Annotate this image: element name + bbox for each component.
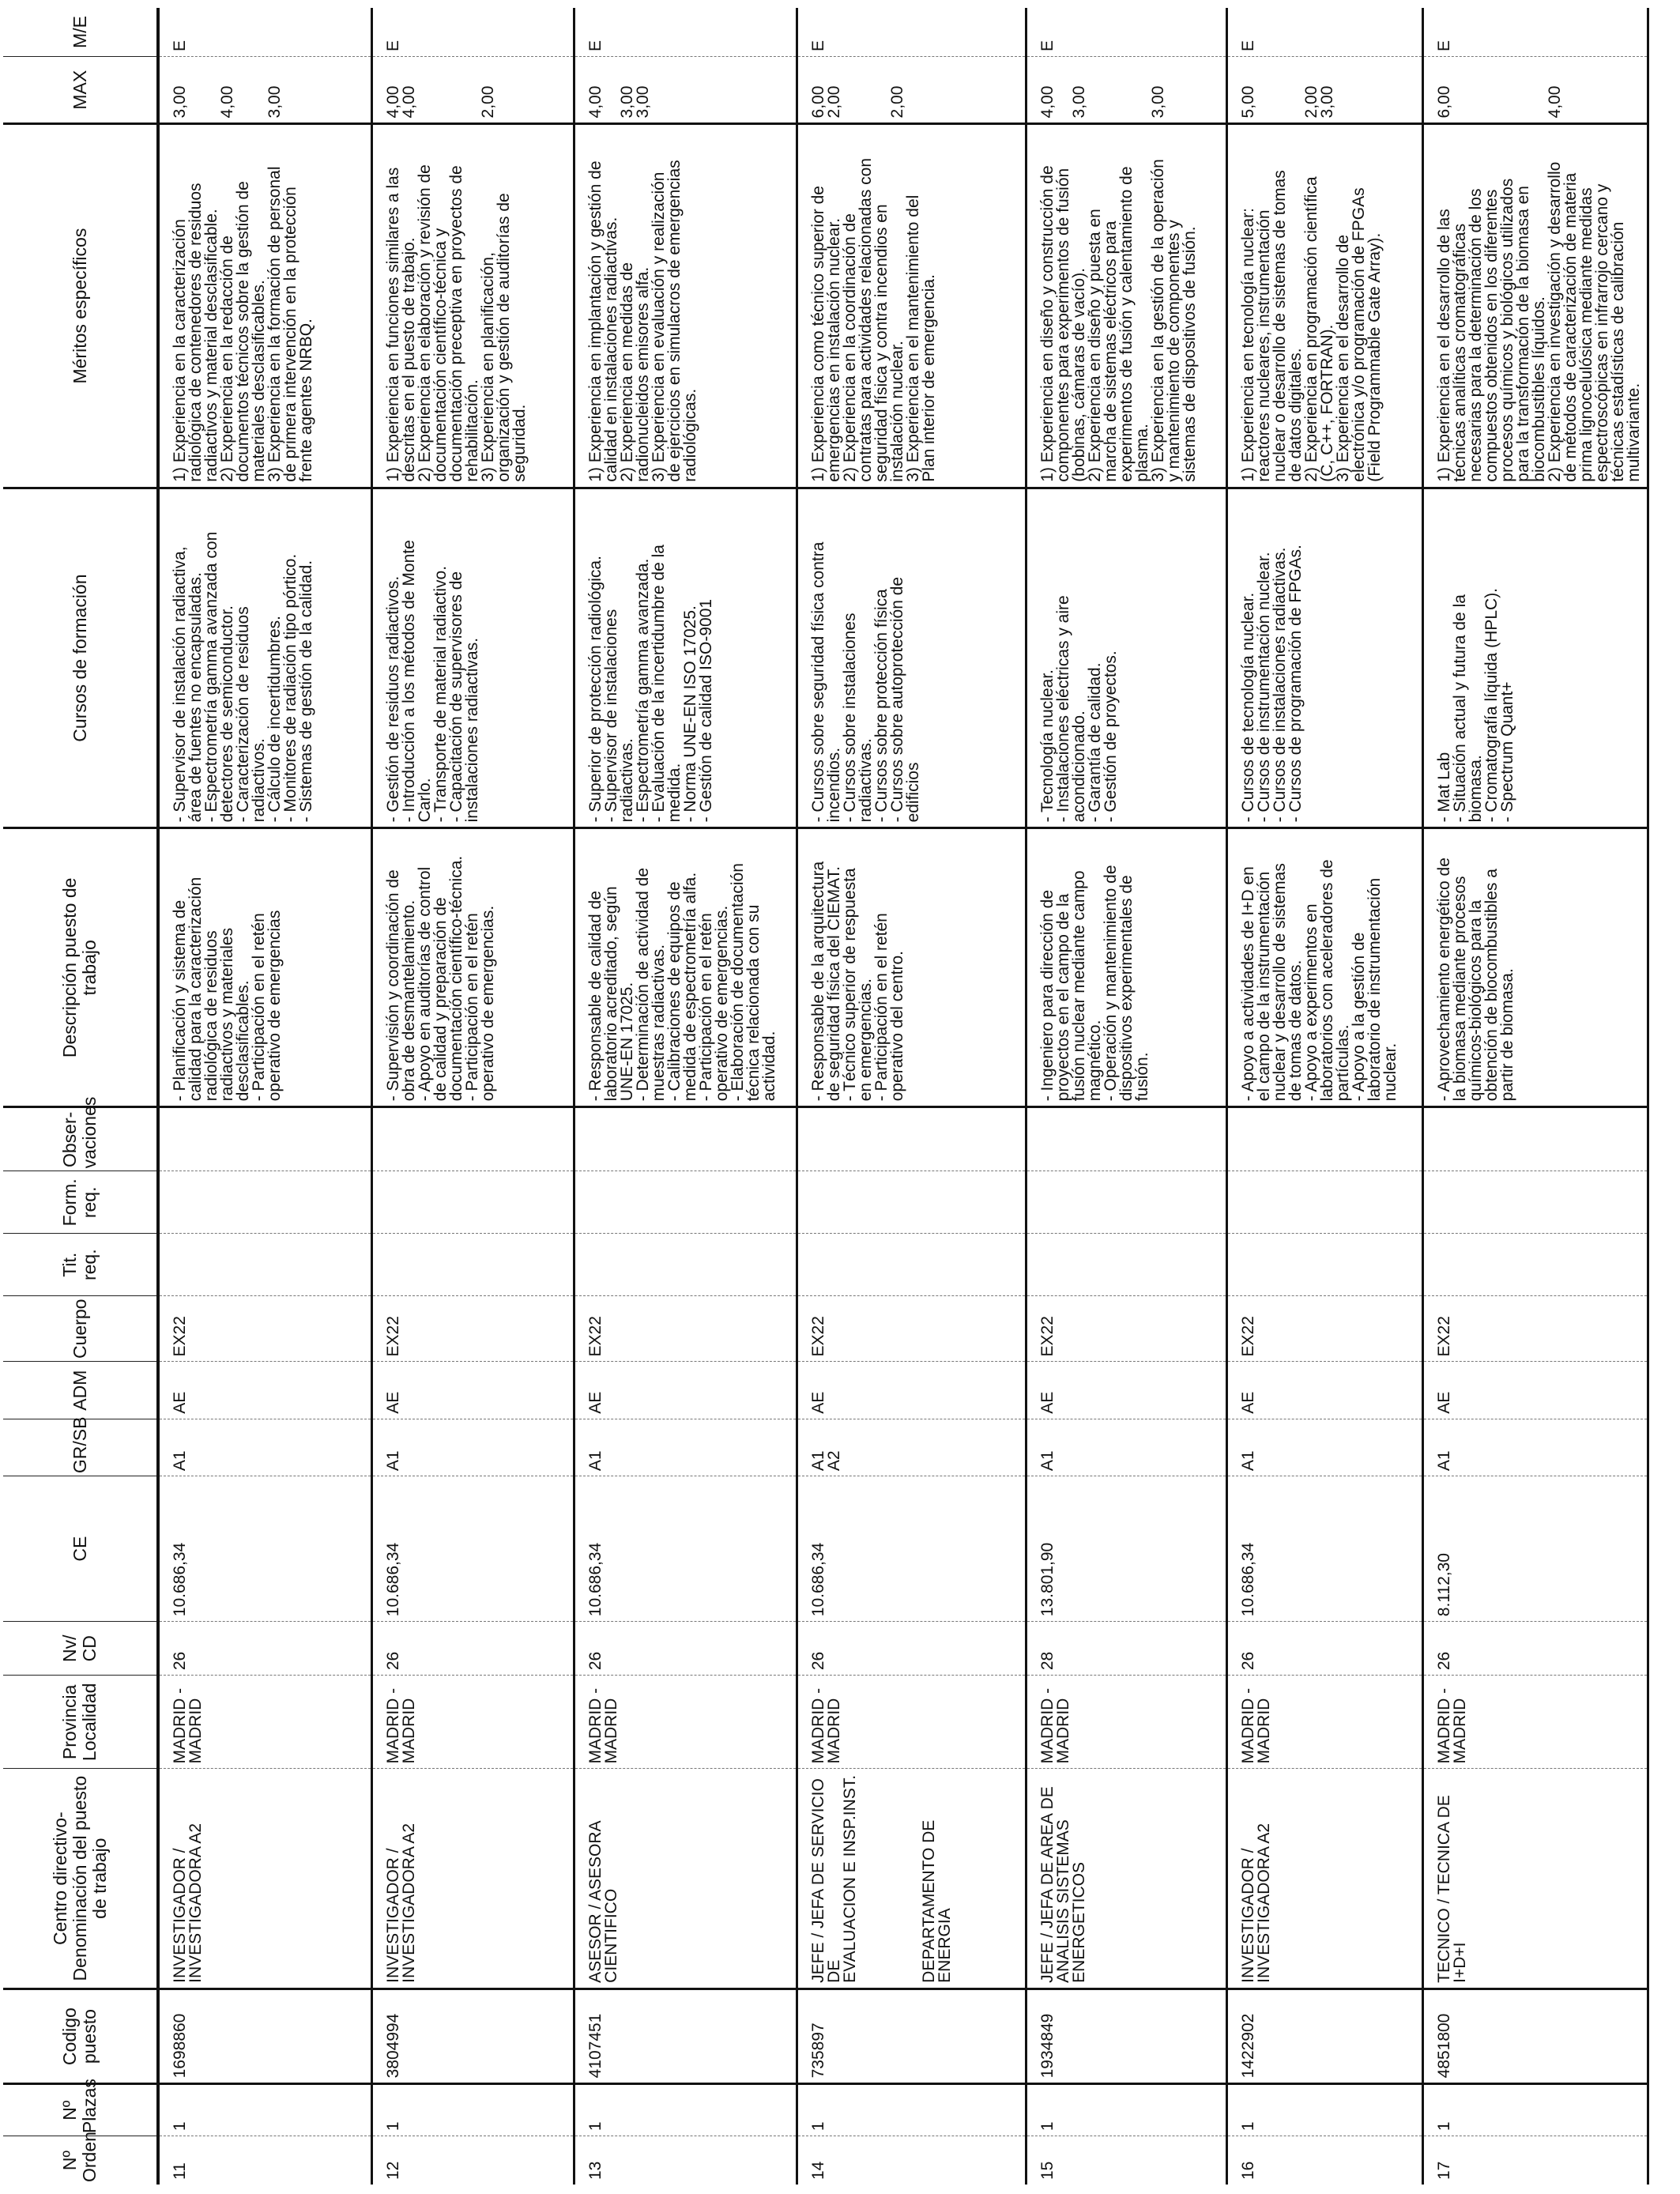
cell-plazas: 1 — [574, 2084, 797, 2136]
cell-max: 5,00 2,00 3,00 — [1226, 57, 1422, 124]
table-row — [1422, 8, 1648, 2185]
cell-formacion-req — [574, 1171, 797, 1234]
cell-max: 4,00 3,00 3,00 — [574, 57, 797, 124]
cell-descripcion: - Supervisión y coordinación de obra de desmantelamiento. - Apoyo en auditorías de control de calidad y preparación de documentación científico-técnica. - Participación en el retén operativo de emergencias. — [371, 828, 574, 1107]
cell-descripcion: - Ingeniero para dirección de proyectos en el campo de la fusión nuclear mediante campo magnético. - Operación y mantenimiento de dispositivos experimentales de fusión. — [1026, 828, 1226, 1107]
cell-adm: AE — [158, 1362, 371, 1419]
table-row — [1026, 8, 1226, 2185]
header-ce: CE — [3, 1476, 158, 1622]
cell-centro: JEFE / JEFA DE SERVICIO DE EVALUACION E INSP.INST. DEPARTAMENTO DE ENERGIA — [797, 1769, 1026, 1989]
cell-adm: AE — [797, 1362, 1026, 1419]
cell-cuerpo: EX22 — [797, 1296, 1026, 1362]
header-provincia: Provincia Localidad — [3, 1676, 158, 1769]
cell-descripcion: - Planificación y sistema de calidad para la caracterización radiológica de residuos radiactivos y materiales desclasificables. - Participación en el retén operativo de emergencias — [158, 828, 371, 1107]
cell-codigo: 735897 — [797, 1989, 1026, 2084]
cell-max: 6,00 4,00 — [1422, 57, 1648, 124]
cell-meritos: 1) Experiencia en tecnología nuclear: reactores nucleares, instrumentación nuclear o desarrollo de sistemas de tomas de datos digitales. 2) Experiencia en programación científica (C, C++, FORTRAN). 3) Experiencia en el desarrollo de electrónica y/o programación de FPGAs (Field Programmable Gate Array). — [1226, 124, 1422, 488]
cell-adm: AE — [574, 1362, 797, 1419]
cell-centro: INVESTIGADOR / INVESTIGADORA A2 — [158, 1769, 371, 1989]
table-body — [158, 8, 1648, 2185]
cell-titulacion — [1026, 1234, 1226, 1296]
cell-formacion-req — [1026, 1171, 1226, 1234]
cell-centro: ASESOR / ASESORA CIENTIFICO — [574, 1769, 797, 1989]
cell-nivel: 26 — [158, 1622, 371, 1676]
cell-ce: 10.686,34 — [371, 1476, 574, 1622]
cell-descripcion: - Apoyo a actividades de I+D en el campo de la instrumentación nuclear y desarrollo de sistemas de tomas de datos. - Apoyo a experimentos en laboratorios con aceleradores de partículas. - Apoyo a la gestión de laboratorio de instrumentación nuclear. — [1226, 828, 1422, 1107]
cell-descripcion: - Responsable de calidad de laboratorio acreditado, según UNE-EN 17025. - Determinación de actividad de muestras radiactivas. - Calibraciones de equipos de medida de espectrometría alfa. - Participación en el retén operativo de emergencias. - Elaboración de documentación técnica relacionada con su actividad. — [574, 828, 797, 1107]
cell-max: 4,00 3,00 3,00 — [1026, 57, 1226, 124]
cell-codigo: 4851800 — [1422, 1989, 1648, 2084]
cell-me: E — [574, 8, 797, 57]
cell-nivel: 26 — [1226, 1622, 1422, 1676]
cell-cursos: - Cursos de tecnología nuclear. - Cursos de instrumentación nuclear. - Cursos de instalaciones radiactivas. - Cursos de programación de FPGAs. — [1226, 488, 1422, 828]
cell-me: E — [1226, 8, 1422, 57]
cell-formacion-req — [797, 1171, 1026, 1234]
cell-centro: INVESTIGADOR / INVESTIGADORA A2 — [1226, 1769, 1422, 1989]
cell-grupo: A1 — [1026, 1419, 1226, 1476]
table-row — [797, 8, 1026, 2185]
cell-max: 4,00 4,00 2,00 — [371, 57, 574, 124]
cell-provincia: MADRID - MADRID — [1026, 1676, 1226, 1769]
cell-orden: 15 — [1026, 2136, 1226, 2185]
cell-me: E — [158, 8, 371, 57]
cell-meritos: 1) Experiencia en funciones similares a las descritas en el puesto de trabajo. 2) Experiencia en elaboración y revisión de documentación científico-técnica y documentación preceptiva en proyectos de rehabilitación. 3) Experiencia en planificación, organización y gestión de auditorías de seguridad. — [371, 124, 574, 488]
cell-plazas: 1 — [158, 2084, 371, 2136]
cell-observaciones — [574, 1107, 797, 1171]
cell-plazas: 1 — [1026, 2084, 1226, 2136]
header-me: M/E — [3, 8, 158, 57]
cell-orden: 16 — [1226, 2136, 1422, 2185]
header-cuerpo: Cuerpo — [3, 1296, 158, 1362]
cell-codigo: 4107451 — [574, 1989, 797, 2084]
cell-observaciones — [371, 1107, 574, 1171]
cell-orden: 12 — [371, 2136, 574, 2185]
cell-me: E — [371, 8, 574, 57]
cell-centro: JEFE / JEFA DE AREA DE ANALISIS SISTEMAS ENERGETICOS — [1026, 1769, 1226, 1989]
cell-ce: 8.112,30 — [1422, 1476, 1648, 1622]
cell-nivel: 26 — [1422, 1622, 1648, 1676]
cell-observaciones — [1026, 1107, 1226, 1171]
cell-cursos: - Cursos sobre seguridad física contra incendios. - Cursos sobre instalaciones radiactivas. - Cursos sobre protección física - Cursos sobre autoprotección de edificios — [797, 488, 1026, 828]
cell-orden: 14 — [797, 2136, 1026, 2185]
cell-cursos: - Supervisor de instalación radiactiva, área de fuentes no encapsuladas. - Espectrometría gamma avanzada con detectores de semiconductor. - Caracterización de residuos radiactivos. - Cálculo de incertidumbres. - Monitores de radiación tipo pórtico. - Sistemas de gestión de la calidad. — [158, 488, 371, 828]
cell-observaciones — [1226, 1107, 1422, 1171]
table-row — [371, 8, 574, 2185]
header-plazas: Nº Plazas — [3, 2084, 158, 2136]
cell-adm: AE — [371, 1362, 574, 1419]
cell-nivel: 26 — [371, 1622, 574, 1676]
cell-titulacion — [371, 1234, 574, 1296]
cell-formacion-req — [158, 1171, 371, 1234]
cell-cuerpo: EX22 — [574, 1296, 797, 1362]
cell-plazas: 1 — [1226, 2084, 1422, 2136]
table-row — [574, 8, 797, 2185]
cell-cursos: - Tecnología nuclear. - Instalaciones eléctricas y aire acondicionado. - Garantía de calidad. - Gestión de proyectos. — [1026, 488, 1226, 828]
cell-formacion-req — [1226, 1171, 1422, 1234]
header-observaciones: Obser- vaciones — [3, 1107, 158, 1171]
cell-cuerpo: EX22 — [1422, 1296, 1648, 1362]
cell-grupo: A1 — [371, 1419, 574, 1476]
cell-nivel: 26 — [797, 1622, 1026, 1676]
cell-centro: INVESTIGADOR / INVESTIGADORA A2 — [371, 1769, 574, 1989]
header-formacion-req: Form. req. — [3, 1171, 158, 1234]
cell-provincia: MADRID - MADRID — [574, 1676, 797, 1769]
cell-codigo: 1698860 — [158, 1989, 371, 2084]
cell-ce: 10.686,34 — [1226, 1476, 1422, 1622]
cell-orden: 13 — [574, 2136, 797, 2185]
cell-orden: 11 — [158, 2136, 371, 2185]
cell-grupo: A1 — [1226, 1419, 1422, 1476]
cell-adm: AE — [1026, 1362, 1226, 1419]
header-orden: Nº Orden — [3, 2136, 158, 2185]
cell-cuerpo: EX22 — [1226, 1296, 1422, 1362]
cell-cursos: - Superior de protección radiológica. - Supervisor de instalaciones radiactivas. - Espectrometría gamma avanzada. - Evaluación de la incertidumbre de la medida. - Norma UNE-EN ISO 17025. - Gestión de calidad ISO-9001 — [574, 488, 797, 828]
header-adm: ADM — [3, 1362, 158, 1419]
header-meritos: Méritos específicos — [3, 124, 158, 488]
header-grupo: GR/SB — [3, 1419, 158, 1476]
cell-titulacion — [1226, 1234, 1422, 1296]
cell-observaciones — [1422, 1107, 1648, 1171]
cell-titulacion — [1422, 1234, 1648, 1296]
cell-ce: 10.686,34 — [797, 1476, 1026, 1622]
cell-grupo: A1 A2 — [797, 1419, 1026, 1476]
table-row — [1226, 8, 1422, 2185]
cell-formacion-req — [371, 1171, 574, 1234]
cell-adm: AE — [1226, 1362, 1422, 1419]
cell-descripcion: - Responsable de la arquitectura de seguridad física del CIEMAT. - Técnico superior de respuesta en emergencias. - Participación en el retén operativo del centro. — [797, 828, 1026, 1107]
cell-grupo: A1 — [158, 1419, 371, 1476]
header-max: MAX — [3, 57, 158, 124]
cell-max: 6,00 2,00 2,00 — [797, 57, 1026, 124]
cell-codigo: 3804994 — [371, 1989, 574, 2084]
cell-codigo: 1934849 — [1026, 1989, 1226, 2084]
cell-observaciones — [158, 1107, 371, 1171]
cell-nivel: 28 — [1026, 1622, 1226, 1676]
cell-plazas: 1 — [371, 2084, 574, 2136]
cell-ce: 10.686,34 — [574, 1476, 797, 1622]
cell-me: E — [797, 8, 1026, 57]
cell-codigo: 1422902 — [1226, 1989, 1422, 2084]
cell-provincia: MADRID - MADRID — [371, 1676, 574, 1769]
header-cursos: Cursos de formación — [3, 488, 158, 828]
cell-meritos: 1) Experiencia en el desarrollo de las técnicas analíticas cromatográficas necesarias para la determinación de los compuestos obtenidos en los diferentes procesos químicos y biológicos utilizados para la transformación de la biomasa en biocombustibles líquidos. 2) Experiencia en investigación y desarrollo de métodos de caracterización de materia prima lignocelulósica mediante medidas espectroscópicas en infrarrojo cercano y técnicas estadísticas de calibración multivariante. — [1422, 124, 1648, 488]
header-titulacion: Tit. req. — [3, 1234, 158, 1296]
cell-grupo: A1 — [1422, 1419, 1648, 1476]
cell-nivel: 26 — [574, 1622, 797, 1676]
table-row — [158, 8, 371, 2185]
cell-titulacion — [797, 1234, 1026, 1296]
cell-provincia: MADRID - MADRID — [1226, 1676, 1422, 1769]
job-positions-table — [3, 8, 1649, 2185]
header-descripcion: Descripción puesto de trabajo — [3, 828, 158, 1107]
cell-meritos: 1) Experiencia como técnico superior de emergencias en instalación nuclear. 2) Experiencia en la coordinación de contratas para actividades relacionadas con seguridad física y contra incendios en instalación nuclear. 3) Experiencia en el mantenimiento del Plan interior de emergencia. — [797, 124, 1026, 488]
cell-max: 3,00 4,00 3,00 — [158, 57, 371, 124]
cell-meritos: 1) Experiencia en la caracterización radiológica de contenedores de residuos radiactivos y material desclasificable. 2) Experiencia en la redacción de documentos técnicos sobre la gestión de materiales desclasificables. 3) Experiencia en la formación de personal de primera intervención en la protección frente agentes NRBQ. — [158, 124, 371, 488]
cell-observaciones — [797, 1107, 1026, 1171]
cell-adm: AE — [1422, 1362, 1648, 1419]
cell-cuerpo: EX22 — [158, 1296, 371, 1362]
cell-provincia: MADRID - MADRID — [158, 1676, 371, 1769]
cell-formacion-req — [1422, 1171, 1648, 1234]
cell-me: E — [1026, 8, 1226, 57]
cell-plazas: 1 — [797, 2084, 1026, 2136]
header-centro: Centro directivo- Denominación del puesto de trabajo — [3, 1769, 158, 1989]
cell-titulacion — [158, 1234, 371, 1296]
cell-me: E — [1422, 8, 1648, 57]
cell-ce: 10.686,34 — [158, 1476, 371, 1622]
cell-cuerpo: EX22 — [371, 1296, 574, 1362]
cell-provincia: MADRID - MADRID — [1422, 1676, 1648, 1769]
cell-plazas: 1 — [1422, 2084, 1648, 2136]
cell-meritos: 1) Experiencia en diseño y construcción de componentes para experimentos de fusión (bobinas, cámaras de vacío). 2) Experiencia en diseño y puesta en marcha de sistemas eléctricos para experimentos de fusión y calentamiento de plasma. 3) Experiencia en la gestión de la operación y mantenimiento de componentes y sistemas de dispositivos de fusión. — [1026, 124, 1226, 488]
cell-centro: TECNICO / TECNICA DE I+D+I — [1422, 1769, 1648, 1989]
cell-cuerpo: EX22 — [1026, 1296, 1226, 1362]
cell-orden: 17 — [1422, 2136, 1648, 2185]
cell-cursos: - Gestión de residuos radiactivos. - Introducción a los métodos de Monte Carlo. - Transporte de material radiactivo. - Capacitación de supervisores de instalaciones radiactivas. — [371, 488, 574, 828]
cell-grupo: A1 — [574, 1419, 797, 1476]
header-codigo: Codigo puesto — [3, 1989, 158, 2084]
cell-ce: 13.801,90 — [1026, 1476, 1226, 1622]
header-nivel: Nv/ CD — [3, 1622, 158, 1676]
header-row — [3, 8, 158, 2185]
cell-meritos: 1) Experiencia en implantación y gestión de calidad en instalaciones radiactivas. 2) Experiencia en medidas de radionucleidos emisores alfa. 3) Experiencia en evaluación y realización de ejercicios en simulacros de emergencias radiológicas. — [574, 124, 797, 488]
cell-provincia: MADRID - MADRID — [797, 1676, 1026, 1769]
cell-descripcion: - Aprovechamiento energético de la biomasa mediante procesos químicos-biológicos para la obtención de biocombustibles a partir de biomasa. — [1422, 828, 1648, 1107]
cell-titulacion — [574, 1234, 797, 1296]
cell-cursos: - Mat Lab - Situación actual y futura de la biomasa. - Cromatografía líquida (HPLC). - Spectrum Quant+ — [1422, 488, 1648, 828]
